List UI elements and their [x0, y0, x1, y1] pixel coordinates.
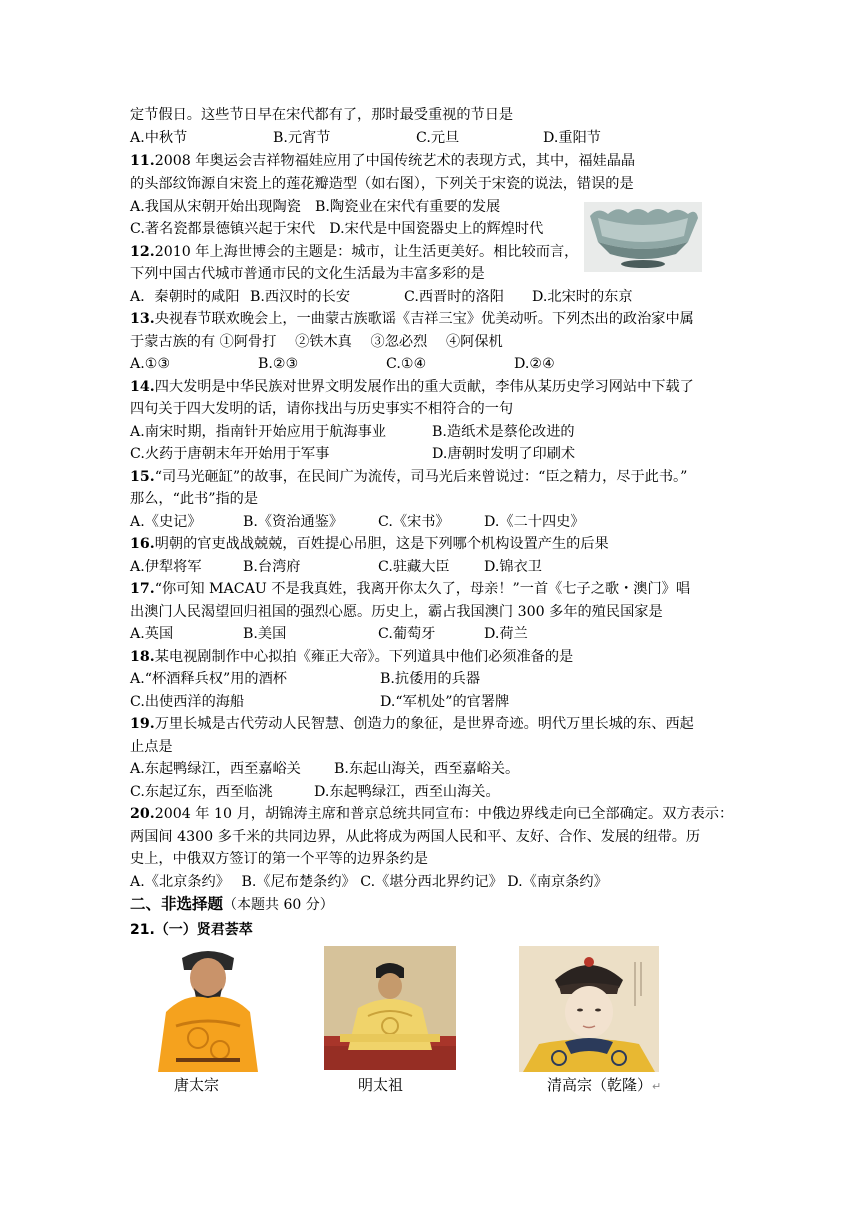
q14-stem-2: 四句关于四大发明的话，请你找出与历史事实不相符合的一句: [130, 401, 514, 417]
q15-number: 15.: [130, 469, 155, 485]
q19-text-1: 万里长城是古代劳动人民智慧、创造力的象征，是世界奇迹。明代万里长城的东、西起: [154, 716, 694, 732]
q11-stem-1: [130, 150, 635, 172]
q12-option-a: A．秦朝时的咸阳: [130, 289, 240, 305]
q16-option-b: B.台湾府: [243, 559, 301, 575]
q14-option-b: B.造纸术是蔡伦改进的: [432, 424, 575, 440]
q17-option-c: C.葡萄牙: [378, 626, 436, 642]
q19-option-b: B.东起山海关，西至嘉峪关。: [334, 761, 520, 777]
q11-options-ab: A.我国从宋朝开始出现陶瓷 B.陶瓷业在宋代有重要的发展: [130, 199, 501, 215]
q18-option-a: A.“杯酒释兵权”用的酒杯: [130, 671, 287, 687]
q20-stem-1: [130, 803, 733, 825]
q10-option-b: B.元宵节: [273, 130, 331, 146]
q20-stem-3: 史上，中俄双方签订的第一个平等的边界条约是: [130, 851, 428, 867]
q12-number: 12.: [130, 244, 155, 260]
q13-option-d: D.②④: [514, 356, 555, 372]
q14-text-1: 四大发明是中华民族对世界文明发展作出的重大贡献，李伟从某历史学习网站中下载了: [154, 379, 694, 395]
q13-stem-2: 于蒙古族的有 ①阿骨打 ②铁木真 ③忽必烈 ④阿保机: [130, 334, 503, 350]
q19-option-d: D.东起鸭绿江，西至山海关。: [314, 784, 500, 800]
q17-option-b: B.美国: [243, 626, 287, 642]
q18-option-d: D.“军机处”的官署牌: [380, 694, 510, 710]
q10-stem-tail: 定节假日。这些节日早在宋代都有了，那时最受重视的节日是: [130, 107, 514, 123]
q15-option-b: B.《资治通鉴》: [243, 514, 344, 530]
q19-stem-1: [130, 713, 694, 735]
q20-stem-2: 两国间 4300 多千米的共同边界，从此将成为两国人民和平、友好、合作、发展的纽带。历: [130, 829, 701, 845]
q13-option-c: C.①④: [386, 356, 427, 372]
qing-gaozong-portrait: [519, 946, 659, 1072]
q12-text-1: 2010 年上海世博会的主题是：城市，让生活更美好。相比较而言，: [154, 244, 579, 260]
section-title: 二、非选择题: [130, 895, 224, 913]
q14-stem-1: [130, 376, 694, 398]
tang-taizong-portrait: [146, 946, 270, 1072]
q10-option-d: D.重阳节: [543, 130, 601, 146]
q17-stem-2: 出澳门人民渴望回归祖国的强烈心愿。历史上，霸占我国澳门 300 多年的殖民国家是: [130, 604, 663, 620]
ming-taizu-portrait: [324, 946, 456, 1070]
q20-number: 20.: [130, 806, 155, 822]
q13-option-a: A.①③: [130, 356, 171, 372]
q16-option-c: C.驻藏大臣: [378, 559, 450, 575]
q12-stem-2: 下列中国古代城市普通市民的文化生活最为丰富多彩的是: [130, 266, 485, 282]
q20-options: A.《北京条约》 B.《尼布楚条约》 C.《堪分西北界约记》 D.《南京条约》: [130, 874, 608, 890]
q16-option-d: D.锦衣卫: [484, 559, 542, 575]
q13-number: 13.: [130, 311, 155, 327]
q12-option-b: B.西汉时的长安: [250, 289, 351, 305]
q18-option-c: C.出使西洋的海船: [130, 694, 245, 710]
q16-text-1: 明朝的官吏战战兢兢，百姓提心吊胆，这是下列哪个机构设置产生的后果: [154, 536, 609, 552]
q10-option-a: A.中秋节: [130, 130, 188, 146]
q13-text-1: 央视春节联欢晚会上，一曲蒙古族歌谣《吉祥三宝》优美动听。下列杰出的政治家中属: [154, 311, 694, 327]
q19-number: 19.: [130, 716, 155, 732]
q11-text-1: 2008 年奥运会吉祥物福娃应用了中国传统艺术的表现方式，其中，福娃晶晶: [154, 153, 636, 169]
q21-heading: 21.（一）贤君荟萃: [130, 922, 253, 938]
section-points-note: （本题共 60 分）: [223, 897, 334, 913]
q11-stem-2: 的头部纹饰源自宋瓷上的莲花瓣造型（如右图），下列关于宋瓷的说法，错误的是: [130, 176, 634, 192]
q15-stem-2: 那么，“此书”指的是: [130, 491, 259, 507]
q17-number: 17.: [130, 581, 155, 597]
caption-qing-gaozong: [547, 1074, 661, 1095]
caption-ming-taizu: 明太祖: [358, 1076, 404, 1094]
q11-options-cd: C.著名瓷都景德镇兴起于宋代 D.宋代是中国瓷器史上的辉煌时代: [130, 221, 544, 237]
q12-stem-1: [130, 241, 578, 263]
q18-stem-1: [130, 646, 573, 668]
q17-text-1: “你可知 MACAU 不是我真姓，我离开你太久了，母亲！”一首《七子之歌・澳门》唱: [154, 581, 691, 597]
q17-stem-1: [130, 578, 690, 600]
q14-option-c: C.火药于唐朝末年开始用于军事: [130, 446, 330, 462]
q17-option-d: D.荷兰: [484, 626, 528, 642]
lotus-bowl-image: [584, 202, 702, 272]
q20-text-1: 2004 年 10 月，胡锦涛主席和普京总统共同宣布：中俄边界线走向已全部确定。双方表示：: [154, 806, 734, 822]
section-heading: [130, 893, 334, 916]
q14-option-d: D.唐朝时发明了印刷术: [432, 446, 576, 462]
q19-option-c: C.东起辽东，西至临洮: [130, 784, 273, 800]
q19-option-a: A.东起鸭绿江，西至嘉峪关: [130, 761, 301, 777]
q14-option-a: A.南宋时期，指南针开始应用于航海事业: [130, 424, 386, 440]
q15-text-1: “司马光砸缸”的故事，在民间广为流传，司马光后来曾说过：“臣之精力，尽于此书。”: [154, 469, 688, 485]
q16-option-a: A.伊犁将军: [130, 559, 202, 575]
q18-text-1: 某电视剧制作中心拟拍《雍正大帝》。下列道具中他们必须准备的是: [154, 649, 574, 665]
q15-option-c: C.《宋书》: [378, 514, 450, 530]
q17-option-a: A.英国: [130, 626, 174, 642]
caption-tang-taizong: 唐太宗: [174, 1076, 220, 1094]
q12-option-d: D.北宋时的东京: [532, 289, 633, 305]
q16-number: 16.: [130, 536, 155, 552]
return-mark-icon: ↵: [652, 1080, 662, 1093]
q19-stem-2: 止点是: [130, 739, 173, 755]
q14-number: 14.: [130, 379, 155, 395]
q10-option-c: C.元旦: [416, 130, 460, 146]
q15-option-d: D.《二十四史》: [484, 514, 585, 530]
q18-number: 18.: [130, 649, 155, 665]
q13-option-b: B.②③: [258, 356, 299, 372]
q15-option-a: A.《史记》: [130, 514, 202, 530]
q18-option-b: B.抗倭用的兵器: [380, 671, 481, 687]
q11-number: 11.: [130, 153, 155, 169]
q13-stem-1: [130, 308, 694, 330]
q12-option-c: C.西晋时的洛阳: [404, 289, 504, 305]
q16-stem-1: [130, 533, 609, 555]
caption-qing-gaozong-text: 清高宗（乾隆）: [547, 1076, 653, 1094]
q15-stem-1: [130, 466, 687, 488]
